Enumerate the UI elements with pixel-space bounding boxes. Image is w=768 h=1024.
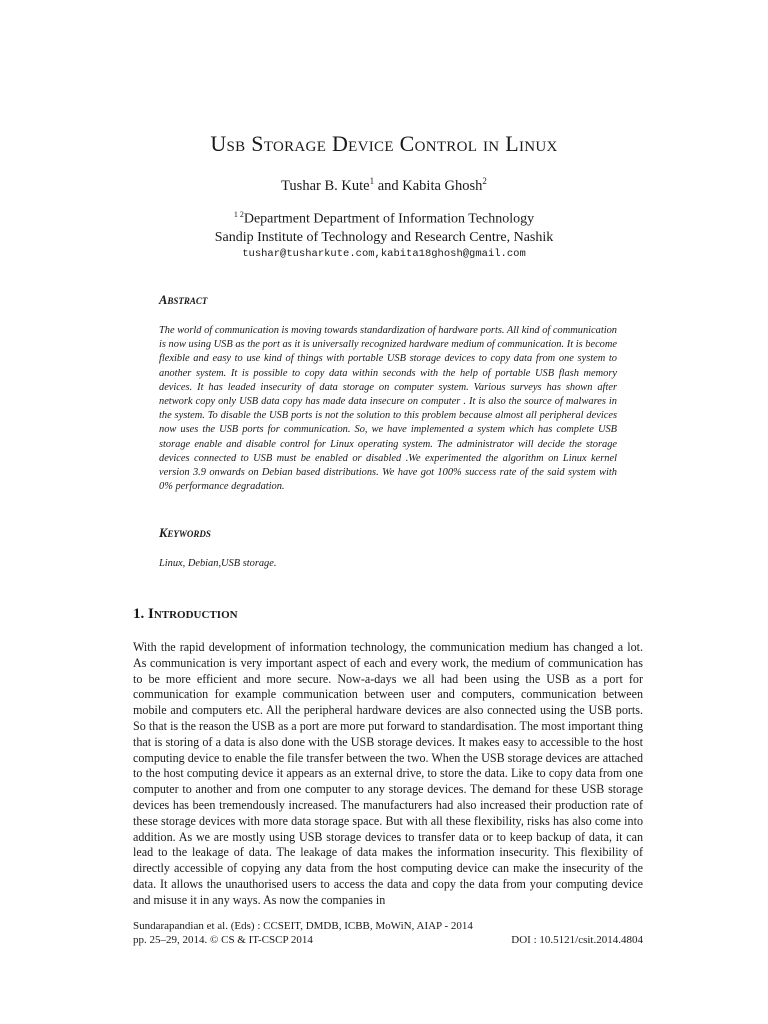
author-superscript: 2 <box>482 176 487 186</box>
author-superscript: 1 <box>369 176 375 186</box>
abstract-body: The world of communication is moving towards standardization of hardware ports. All kind of communication is now using USB as the port as it is universally recognized hardware medium of communication. It is become flexible and easy to use kind of things with portable USB storage devices to copy data from one system to another system. It is possible to copy data within seconds with the help of portable USB flash memory devices. It has leaded insecurity of data storage on computer system. Various surveys has shown after network copy only USB data copy has made data insecure on computer . It is also the source of malwares in the system. To disable the USB ports is not the solution to this problem because almost all peripheral devices now uses the USB ports for communication. So, we have implemented a system which has complete USB storage enable and disable control for Linux operating system. The administrator will decide the storage devices connected to USB must be enabled or disabled .We experimented the algorithm on Linux kernel version 3.9 onwards on Debian based distributions. We have got 100% success rate of the said system with 0% performance degradation. <box>159 325 617 493</box>
keywords-heading: Keywords <box>159 526 211 540</box>
author-line <box>0 176 768 195</box>
footer-proceedings: Sundarapandian et al. (Eds) : CCSEIT, DMDB, ICBB, MoWiN, AIAP - 2014 <box>133 920 473 932</box>
footer-pages: pp. 25–29, 2014. © CS & IT-CSCP 2014 <box>133 934 313 946</box>
affiliation-superscript: 1 2 <box>233 210 244 219</box>
author-emails: tushar@tusharkute.com,kabita18ghosh@gmail.com <box>242 248 526 260</box>
introduction-body: With the rapid development of information technology, the communication medium has changed a lot. As communication is very important aspect of each and every work, the medium of communication has to be more efficient and more secure. Now-a-days we all had been using the USB as a port for communication for example communication between user and computers, communication between mobile and computers etc. All the peripheral hardware devices are also connected using the USB ports. So that is the reason the USB as a port are more put forward to standardisation. The most important thing that is storing of a data is also done with the USB storage devices. It makes easy to accessible to the host computing device to enable the file transfer between the two. When the USB storage devices are attached to the host computing device it appears as an external drive, to store the data. Like to copy data from one computer to another and from one computer to any storage devices. The demand for these USB storage devices has been tremendously increased. The manufacturers had also increased their production rate of these storage devices with more data storage space. But with all these flexibility, risks has also come into addition. As we are mostly using USB storage devices to transfer data or to keep backup of data, it can lead to the leakage of data. The leakage of data makes the information insecurity. This flexibility of directly accessible of copying any data from the host computing device can make the insecurity of the data. It allows the unauthorised users to access the data and copy the data from your computing device and misuse it in any ways. As now the companies in <box>133 640 643 907</box>
introduction-heading: 1. Introduction <box>133 606 238 622</box>
author-name: Kabita Ghosh <box>402 177 483 194</box>
author-name: Tushar B. Kute <box>281 177 370 194</box>
keywords-body: Linux, Debian,USB storage. <box>159 558 277 569</box>
footer-doi: DOI : 10.5121/csit.2014.4804 <box>511 934 643 946</box>
paper-title: Usb Storage Device Control in Linux <box>210 131 558 156</box>
footer-citation <box>133 934 643 946</box>
affiliation-line: Department Department of Information Technology <box>243 211 535 227</box>
abstract-heading: Abstract <box>159 293 208 307</box>
author-conjunction: and <box>374 177 403 194</box>
affiliation-department <box>0 210 768 228</box>
affiliation-institute: Sandip Institute of Technology and Research Centre, Nashik <box>214 230 554 245</box>
